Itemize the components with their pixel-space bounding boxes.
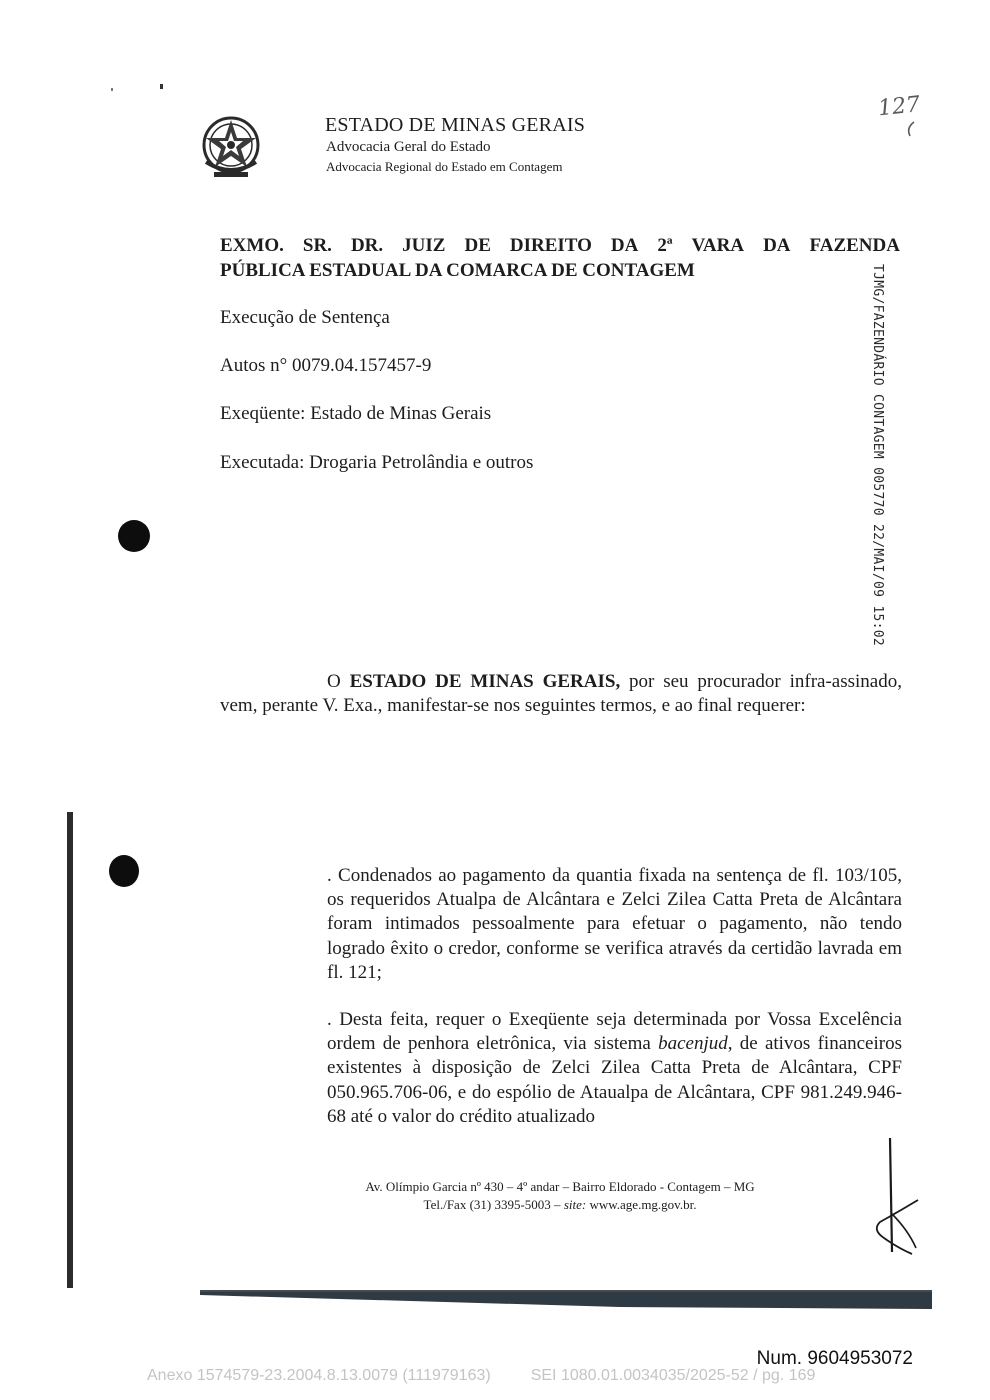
scan-edge-bar xyxy=(200,1287,932,1311)
addressee-word: SR. xyxy=(302,235,332,256)
court-receipt-stamp: TJMG/FAZENDÁRIO CONTAGEM 005770 22/MAI/09 15:02 xyxy=(870,264,885,646)
addressee-word: DR. xyxy=(350,235,384,256)
request-system-name: bacenjud xyxy=(658,1033,728,1055)
coat-of-arms-icon xyxy=(196,112,266,182)
footer-tel: Tel./Fax (31) 3395-5003 – xyxy=(423,1197,564,1212)
handwritten-signature xyxy=(868,1134,928,1262)
case-type: Execução de Sentença xyxy=(220,307,390,328)
punch-hole xyxy=(109,855,139,887)
request-text: . Desta feita, requer o Exeqüente seja determinada por Vossa Excelência ordem de penhora eletrônica, via sistema xyxy=(327,1009,902,1055)
paragraph-request xyxy=(327,1008,902,1129)
intro-bold-party: ESTADO DE MINAS GERAIS, xyxy=(349,671,621,692)
intro-lead: O xyxy=(327,671,350,692)
addressee-word: DE xyxy=(464,235,491,256)
punch-hole xyxy=(118,520,150,552)
handwritten-folio xyxy=(872,86,924,142)
document-number: Num. 9604953072 xyxy=(756,1348,913,1369)
folio-number: 127 xyxy=(876,92,922,122)
addressee-word: DA xyxy=(610,235,639,256)
annex-footer xyxy=(147,1367,855,1385)
paragraph-condemnation: . Condenados ao pagamento da quantia fixada na sentença de fl. 103/105, os requeridos Atualpa de Alcântara e Zelci Zilea Catta Preta de Alcântara foram intimados pessoalmente para efetuar o pagamento, não tendo logrado êxito o credor, conforme se verifica através da certidão lavrada em fl. 121; xyxy=(327,865,902,983)
scan-speck xyxy=(111,88,113,91)
addressee-word: DA xyxy=(763,235,791,256)
case-defendant: Executada: Drogaria Petrolândia e outros xyxy=(220,452,534,473)
addressee-word: FAZENDA xyxy=(809,235,900,256)
addressee-word: 2ª xyxy=(657,235,673,256)
footer-contact xyxy=(320,1195,800,1214)
case-plaintiff: Exeqüente: Estado de Minas Gerais xyxy=(220,403,492,424)
scan-margin-line xyxy=(67,812,73,1288)
addressee-word: JUIZ xyxy=(402,235,446,256)
header-regional: Advocacia Regional do Estado em Contagem xyxy=(326,159,563,174)
footer-site-label: site: xyxy=(563,1197,587,1212)
request-text-cont: , de ativos financeiros existentes à disposição de Zelci Zilea Catta Preta de Alcântara, CPF 050.965.706-06, e do espólio de Ataualpa de Alcântara, CPF 981.249.946-68 até o valor do crédito atualizado xyxy=(327,1033,902,1127)
header-agency: Advocacia Geral do Estado xyxy=(326,139,491,155)
addressee-word: EXMO. xyxy=(220,235,284,256)
annex-id: Anexo 1574579-23.2004.8.13.0079 (111979163) xyxy=(147,1367,491,1384)
footer-site: www.age.mg.gov.br. xyxy=(586,1197,697,1212)
addressee-word: DIREITO xyxy=(509,235,592,256)
sei-id: SEI 1080.01.0034035/2025-52 / pg. 169 xyxy=(530,1367,816,1384)
addressee-line-1 xyxy=(220,233,900,258)
intro-paragraph xyxy=(220,670,902,718)
addressee-heading xyxy=(220,233,900,283)
header-state: ESTADO DE MINAS GERAIS xyxy=(325,114,586,136)
addressee-line-2: PÚBLICA ESTADUAL DA COMARCA DE CONTAGEM xyxy=(220,260,695,281)
footer-address: Av. Olímpio Garcia nº 430 – 4º andar – Bairro Eldorado - Contagem – MG xyxy=(365,1179,755,1194)
case-number: Autos n° 0079.04.157457-9 xyxy=(220,355,432,376)
intro-text: por seu procurador infra-assinado, vem, perante V. Exa., manifestar-se nos seguintes termos, e ao final requerer: xyxy=(220,671,902,717)
scan-speck xyxy=(160,84,163,89)
addressee-word: VARA xyxy=(691,235,745,256)
